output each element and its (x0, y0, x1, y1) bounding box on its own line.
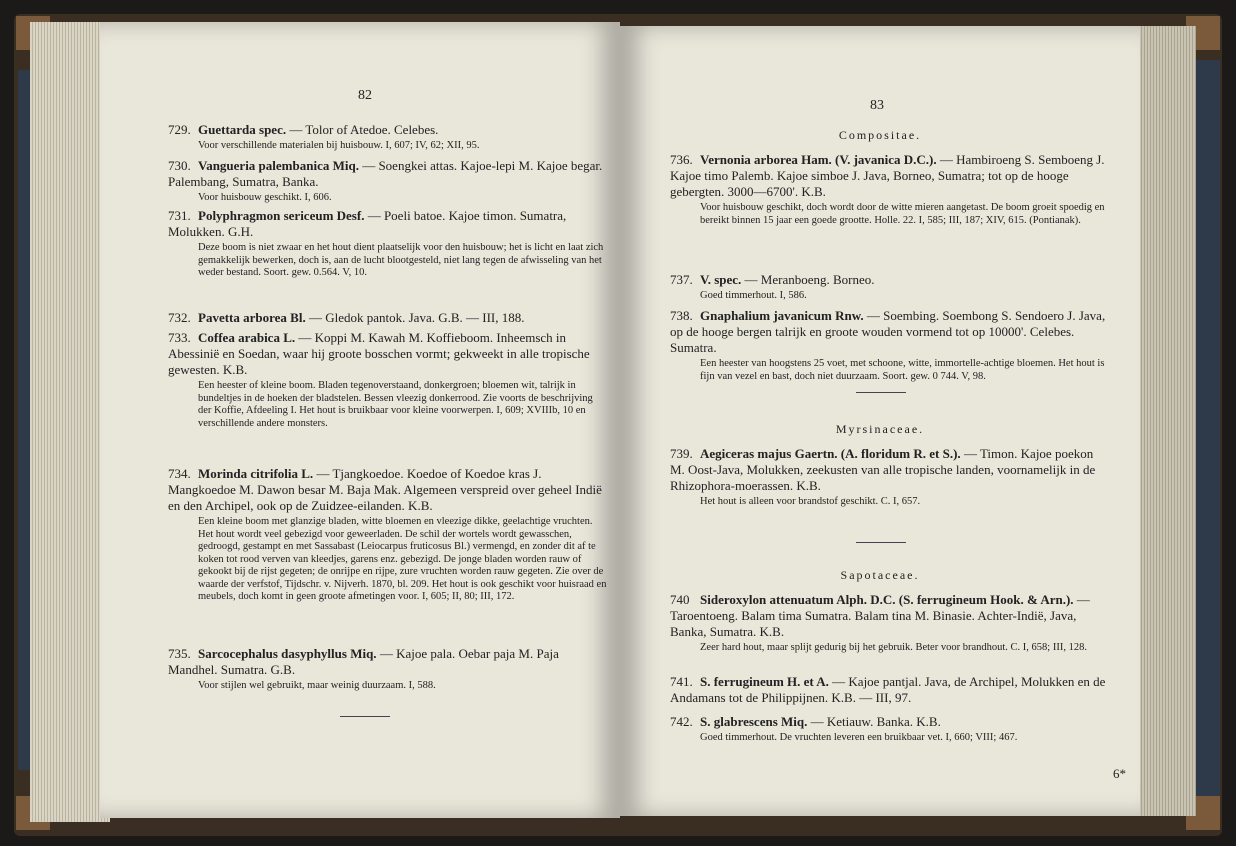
section-rule (856, 542, 906, 543)
entry-731: 731. Polyphragmon sericeum Desf. — Poeli batoe. Kajoe timon. Sumatra, Molukken. G.H. Deze boom is niet zwaar en het hout dient plaatselijk voor den huisbouw; het is licht en laat zich gemakkelijk bewerken, doch is, aan de lucht blootgesteld, niet lang tegen de afwisseling van het weder bestand. Soort. gew. 0.564. V, 10. (168, 208, 604, 278)
cover-cloth-right (1196, 60, 1220, 800)
entry-737: 737. V. spec. — Meranboeng. Borneo. Goed timmerhout. I, 586. (670, 272, 875, 301)
signature-mark: 6* (1113, 766, 1126, 781)
entry-730: 730. Vangueria palembanica Miq. — Soengkei attas. Kajoe-lepi M. Kajoe begar. Palembang, Sumatra, Banka. Voor huisbouw geschikt. I, 606. (168, 158, 603, 203)
left-page (100, 22, 620, 818)
section-heading-myrsinaceae: Myrsinaceae. (835, 422, 925, 436)
entry-740: 740 Sideroxylon attenuatum Alph. D.C. (S. ferrugineum Hook. & Arn.). — Taroentoeng. Balam tima Sumatra. Balam tina M. Binasie. Achter-Indië, Java, Banka, Sumatra. K.B. Zeer hard hout, maar splijt gedurig bij het gebruik. Beter voor brandhout. C. I, 658; III, 128. (670, 592, 1090, 653)
entry-734: 734. Morinda citrifolia L. — Tjangkoedoe. Koedoe of Koedoe kras J. Mangkoedoe M. Dawon besar M. Baja Mak. Algemeen verspreid over geheel Indië en den Archipel, ook op de Zuidzee-eilanden. K.B. Een kleine boom met glanzige bladen, witte bloemen en vleezige dikke, geelachtige vruchten. Het hout wordt veel gebezigd voor geweerladen. De schil der wortels wordt gewasschen, gedroogd, gestampt en met Sassabast (Leiocarpus fruticosus Bl.) vermengd, en zonder dit af te koken tot rood verven van kleedjes, garens enz. gebezigd. De jonge bladen worden rauw of gekookt bij de rijst gegeten; de onrijpe en rijpe, zure vruchten worden rauw gegeten. Zie over de waarde der verfstof, Tijdschr. v. Nijverh. 1870, bl. 209. Het hout is ook geschikt voor huisraad en meubels, doch komt in geen groote afmetingen voor. I, 605; II, 80; III, 172. (168, 466, 607, 602)
section-heading-compositae: Compositae. (838, 128, 922, 142)
entry-729: 729. Guettarda spec. — Tolor of Atedoe. Celebes. Voor verschillende materialen bij huisbouw. I, 607; IV, 62; XII, 95. (168, 122, 480, 151)
entry-733: 733. Coffea arabica L. — Koppi M. Kawah M. Koffieboom. Inheemsch in Abessinië en Soedan, waar hij groote bosschen vormt; gekweekt in alle tropische gewesten. K.B. Een heester of kleine boom. Bladen tegenoverstaand, donkergroen; bloemen wit, talrijk in bundeltjes in de hoeken der bladstelen. Bessen vleezig donkerrood. Zie voorts de beschrijving der Koffie, Afdeeling I. Het hout is bruikbaar voor kleine voorwerpen. I, 609; XVIIIb, 10 en verschillende andere monsters. (168, 330, 593, 429)
entry-742: 742. S. glabrescens Miq. — Ketiauw. Banka. K.B. Goed timmerhout. De vruchten leveren een bruikbaar vet. I, 660; VIII; 467. (670, 714, 1018, 743)
page-edges-left (30, 22, 110, 822)
section-rule (856, 392, 906, 393)
page-number: 83 (870, 98, 884, 113)
right-page (620, 26, 1140, 816)
entry-739: 739. Aegiceras majus Gaertn. (A. floridum R. et S.). — Timon. Kajoe poekon M. Oost-Java, Molukken, zeekusten van alle tropische landen, voornamelijk in de Rhizophora-moerassen. K.B. Het hout is alleen voor brandstof geschikt. C. I, 657. (670, 446, 1096, 507)
end-rule (340, 716, 390, 717)
section-heading-sapotaceae: Sapotaceae. (840, 568, 920, 582)
page-number: 82 (358, 88, 372, 103)
entry-735: 735. Sarcocephalus dasyphyllus Miq. — Kajoe pala. Oebar paja M. Paja Mandhel. Sumatra. G.B. Voor stijlen wel gebruikt, maar weinig duurzaam. I, 588. (168, 646, 559, 691)
entry-732: 732. Pavetta arborea Bl. — Gledok pantok. Java. G.B. — III, 188. (168, 310, 525, 325)
entry-738: 738. Gnaphalium javanicum Rnw. — Soembing. Soembong S. Sendoero J. Java, op de hooge bergen talrijk en groote wouden vormend tot op 10000'. Celebes. Sumatra. Een heester van hoogstens 25 voet, met schoone, witte, immortelle-achtige bloemen. Het hout is fijn van vezel en bast, doch niet duurzaam. Soort. gew. 0 744. V, 98. (670, 308, 1106, 382)
entry-736: 736. Vernonia arborea Ham. (V. javanica D.C.). — Hambiroeng S. Semboeng J. Kajoe timo Palemb. Kajoe simboe J. Java, Borneo, Sumatra; tot op de hooge gebergten. 3000—6700'. K.B. Voor huisbouw geschikt, doch wordt door de witte mieren aangetast. De boom groeit spoedig en bereikt binnen 15 jaar een goede grootte. Holle. 22. I, 585; III, 187; XIV, 615. (Pontianak). (670, 152, 1105, 226)
entry-741: 741. S. ferrugineum H. et A. — Kajoe pantjal. Java, de Archipel, Molukken en de Andamans tot de Philippijnen. K.B. — III, 97. (670, 674, 1106, 705)
